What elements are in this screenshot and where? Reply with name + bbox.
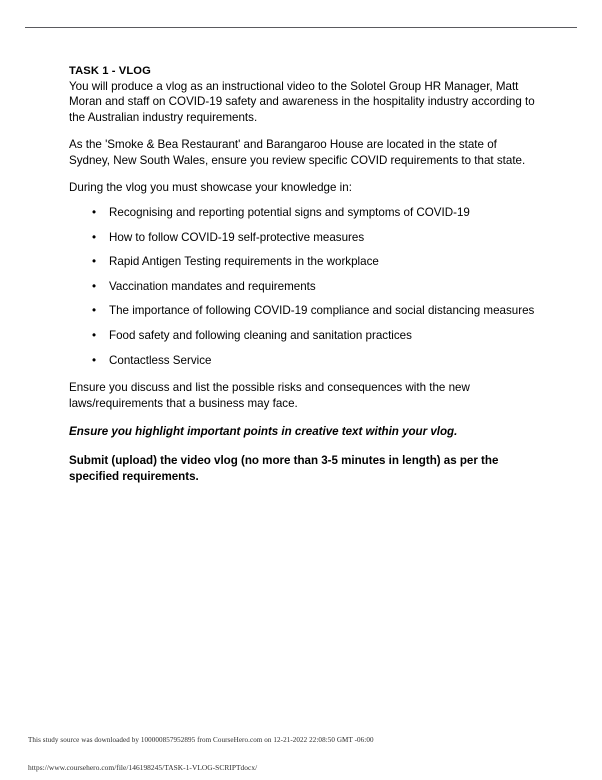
source-url-link[interactable]: https://www.coursehero.com/file/146198245/TASK-1-VLOG-SCRIPTdocx/ bbox=[28, 763, 258, 772]
page-title: TASK 1 - VLOG bbox=[69, 65, 151, 77]
list-item bbox=[69, 303, 535, 319]
list-item-label: Contactless Service bbox=[109, 353, 212, 367]
bullet-icon: • bbox=[92, 255, 97, 269]
submission-note: Submit (upload) the video vlog (no more than 3-5 minutes in length) as per the specified requirements. bbox=[69, 454, 499, 483]
list-item bbox=[69, 328, 535, 344]
list-item bbox=[69, 279, 535, 295]
list-item-label: Food safety and following cleaning and sanitation practices bbox=[109, 329, 412, 343]
document-body bbox=[69, 64, 535, 484]
list-item bbox=[69, 353, 535, 369]
bullet-icon: • bbox=[92, 206, 97, 220]
bullet-icon: • bbox=[92, 304, 97, 318]
list-item bbox=[69, 230, 535, 246]
list-item bbox=[69, 205, 535, 221]
closing-paragraph: Ensure you discuss and list the possible risks and consequences with the new laws/requirements that a business may face. bbox=[69, 381, 470, 410]
list-item-label: Recognising and reporting potential signs and symptoms of COVID-19 bbox=[109, 206, 470, 220]
download-notice: This study source was downloaded by 100000857952895 from CourseHero.com on 12-21-2022 22:08:50 GMT -06:00 bbox=[28, 736, 374, 744]
emphasis-note: Ensure you highlight important points in creative text within your vlog. bbox=[69, 425, 458, 439]
bullet-icon: • bbox=[92, 279, 97, 293]
intro-paragraph-1: You will produce a vlog as an instructional video to the Solotel Group HR Manager, Matt Moran and staff on COVID-19 safety and awareness in the hospitality industry according to the Australian industry requirements. bbox=[69, 79, 535, 124]
bullet-icon: • bbox=[92, 230, 97, 244]
bullet-icon: • bbox=[92, 353, 97, 367]
header-divider bbox=[25, 27, 577, 28]
knowledge-bullet-list bbox=[69, 205, 535, 368]
intro-paragraph-2: As the 'Smoke & Bea Restaurant' and Barangaroo House are located in the state of Sydney, New South Wales, ensure you review specific COVID requirements to that state. bbox=[69, 138, 526, 167]
list-item bbox=[69, 254, 535, 270]
list-item-label: The importance of following COVID-19 compliance and social distancing measures bbox=[109, 304, 535, 318]
list-item-label: Vaccination mandates and requirements bbox=[109, 279, 316, 293]
list-item-label: Rapid Antigen Testing requirements in the workplace bbox=[109, 255, 379, 269]
list-lead-in: During the vlog you must showcase your knowledge in: bbox=[69, 181, 352, 195]
list-item-label: How to follow COVID-19 self-protective measures bbox=[109, 230, 365, 244]
bullet-icon: • bbox=[92, 329, 97, 343]
